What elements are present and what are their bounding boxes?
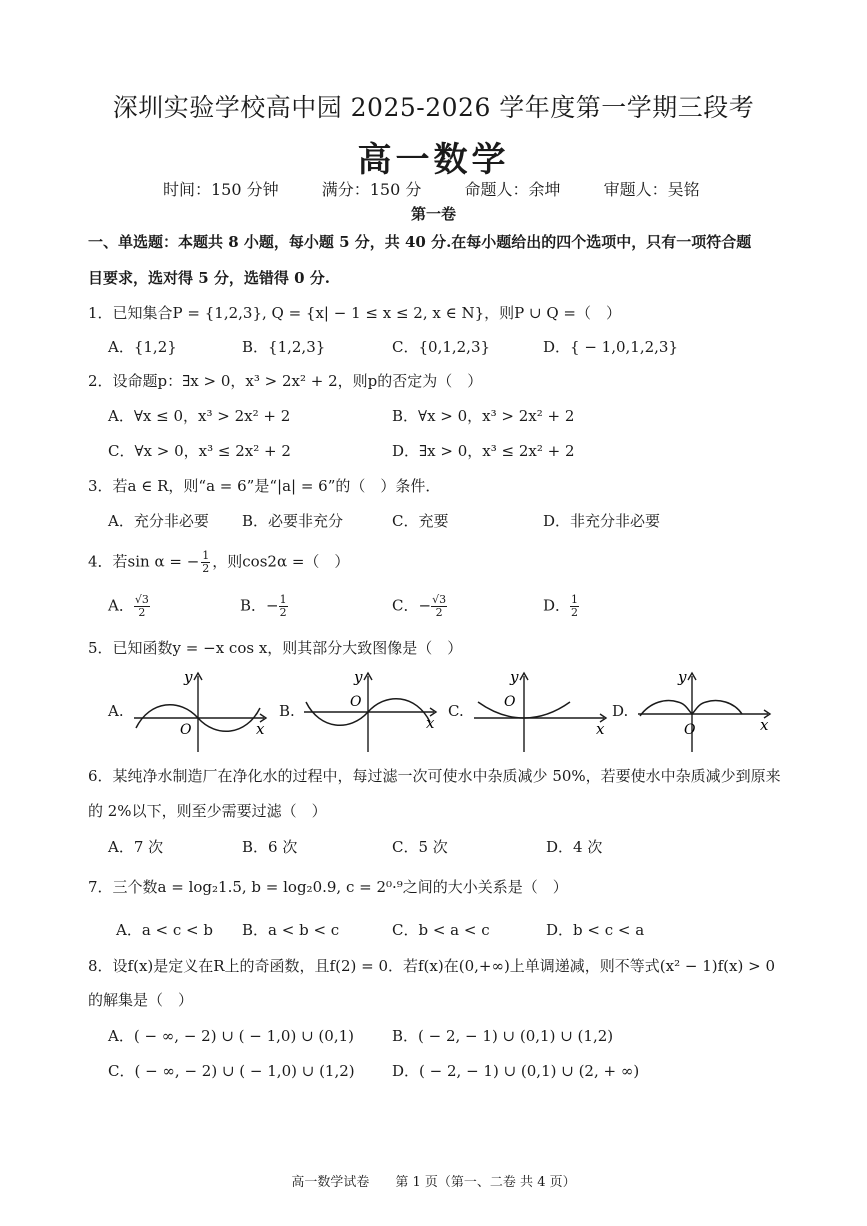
- y-axis-label: y: [184, 668, 193, 686]
- question-7-option-c: C．b < a < c: [392, 921, 490, 939]
- question-1-option-b: B．{1,2,3}: [242, 338, 326, 356]
- y-axis-label: y: [678, 668, 687, 686]
- question-2-option-d: D．∃x > 0，x³ ≤ 2x² + 2: [392, 442, 575, 460]
- fraction-denominator: 2: [571, 606, 579, 619]
- question-8-option-d: D．( − 2, − 1) ∪ (0,1) ∪ (2, + ∞): [392, 1062, 640, 1080]
- x-axis-label: x: [256, 720, 265, 738]
- question-4-stem-prefix: 4．若sin α = −: [88, 552, 200, 571]
- origin-label: O: [684, 722, 696, 738]
- question-2-option-c: C．∀x > 0，x³ ≤ 2x² + 2: [108, 442, 291, 460]
- question-1-option-c: C．{0,1,2,3}: [392, 338, 491, 356]
- graph-c-label: C.: [448, 702, 464, 720]
- question-8-option-a: A．( − ∞, − 2) ∪ ( − 1,0) ∪ (0,1): [108, 1027, 354, 1045]
- question-5-stem: 5．已知函数y = −x cos x，则其部分大致图像是（ ）: [88, 639, 463, 657]
- question-3-stem: 3．若a ∈ R，则“a = 6”是“|a| = 6”的（ ）条件．: [88, 477, 441, 495]
- y-axis-label: y: [510, 668, 519, 686]
- x-axis-label: x: [760, 716, 769, 734]
- question-4-option-c: [392, 594, 447, 619]
- question-8-stem-line1: 8．设f(x)是定义在R上的奇函数，且f(2) = 0．若f(x)在(0,+∞)上单调递减，则不等式(x² − 1)f(x) > 0: [88, 957, 775, 975]
- option-fraction: [431, 594, 447, 619]
- fraction-numerator: √3: [134, 593, 149, 606]
- origin-label: O: [504, 694, 516, 710]
- question-6-option-a: A．7 次: [108, 838, 164, 856]
- question-8-stem-line2: 的解集是（ ）: [88, 991, 194, 1009]
- origin-label: O: [180, 722, 192, 738]
- question-1-stem: 1．已知集合P = {1,2,3}, Q = {x| − 1 ≤ x ≤ 2, x ∈ N}，则P ∪ Q =（ ）: [88, 304, 621, 322]
- option-label: B．: [240, 596, 267, 615]
- origin-label: O: [350, 694, 362, 710]
- exam-reviewer: 审题人：吴铭: [603, 180, 700, 199]
- question-6-option-d: D．4 次: [546, 838, 603, 856]
- x-axis-label: x: [596, 720, 605, 738]
- fraction-numerator: √3: [432, 593, 447, 606]
- exam-author: 命题人：余坤: [464, 180, 561, 199]
- graph-a: [128, 662, 278, 754]
- option-fraction: [279, 594, 288, 619]
- x-axis-label: x: [426, 714, 435, 732]
- option-label: C．: [392, 596, 419, 615]
- option-sign: −: [266, 596, 279, 615]
- question-4-stem: [88, 550, 349, 575]
- question-7-stem: 7．三个数a = log₂1.5, b = log₂0.9, c = 2⁰·⁹之间的大小关系是（ ）: [88, 878, 568, 896]
- question-2-stem: 2．设命题p：∃x > 0，x³ > 2x² + 2，则p的否定为（ ）: [88, 372, 483, 390]
- graph-d: [632, 662, 782, 754]
- question-3-option-c: C．充要: [392, 512, 449, 530]
- question-4-stem-suffix: ，则cos2α =（ ）: [212, 552, 350, 571]
- graph-a-label: A.: [108, 702, 124, 720]
- exam-score: 满分：150 分: [321, 180, 422, 199]
- graph-b: [298, 662, 448, 754]
- question-7-option-b: B．a < b < c: [242, 921, 340, 939]
- exam-time: 时间：150 分钟: [163, 180, 279, 199]
- page-footer: 高一数学试卷 第 1 页（第一、二卷 共 4 页）: [291, 1175, 576, 1190]
- fraction-denominator: 2: [138, 606, 146, 619]
- question-8-option-b: B．( − 2, − 1) ∪ (0,1) ∪ (1,2): [392, 1027, 614, 1045]
- exam-meta: [163, 177, 738, 200]
- school-title: 深圳实验学校高中园 2025-2026 学年度第一学期三段考: [112, 93, 755, 122]
- question-2-option-b: B．∀x > 0，x³ > 2x² + 2: [392, 407, 575, 425]
- section-heading-line2: 目要求，选对得 5 分，选错得 0 分.: [88, 269, 330, 287]
- question-4-option-d: [543, 594, 579, 619]
- fraction-denominator: 2: [202, 562, 210, 575]
- question-2-option-a: A．∀x ≤ 0，x³ > 2x² + 2: [108, 407, 291, 425]
- question-1-option-d: D．{ − 1,0,1,2,3}: [543, 338, 679, 356]
- volume-title: 第一卷: [410, 205, 456, 223]
- question-4-option-b: [240, 594, 288, 619]
- question-4-fraction: [201, 550, 210, 575]
- question-1-option-a: A．{1,2}: [108, 338, 177, 356]
- fraction-denominator: 2: [279, 606, 287, 619]
- question-3-option-a: A．充分非必要: [108, 512, 209, 530]
- question-7-option-d: D．b < c < a: [546, 921, 645, 939]
- option-label: A．: [108, 596, 134, 615]
- question-4-option-a: [108, 594, 150, 619]
- fraction-numerator: 1: [571, 593, 579, 606]
- option-label: D．: [543, 596, 571, 615]
- subject-title: 高一数学: [357, 140, 510, 180]
- question-6-option-b: B．6 次: [242, 838, 298, 856]
- section-heading-line1: 一、单选题：本题共 8 小题，每小题 5 分，共 40 分.在每小题给出的四个选项中，只有一项符合题: [88, 233, 752, 251]
- option-sign: −: [418, 596, 432, 615]
- graph-c: [468, 662, 618, 754]
- question-3-option-d: D．非充分非必要: [543, 512, 661, 530]
- question-6-stem-line2: 的 2%以下，则至少需要过滤（ ）: [88, 802, 327, 820]
- fraction-numerator: 1: [202, 549, 210, 562]
- fraction-numerator: 1: [279, 593, 287, 606]
- question-7-option-a: A．a < c < b: [116, 921, 213, 939]
- option-fraction: [570, 594, 579, 619]
- question-8-option-c: C．( − ∞, − 2) ∪ ( − 1,0) ∪ (1,2): [108, 1062, 355, 1080]
- fraction-denominator: 2: [435, 606, 443, 619]
- question-6-stem-line1: 6．某纯净水制造厂在净化水的过程中，每过滤一次可使水中杂质减少 50%，若要使水中杂质减少到原来: [88, 767, 781, 785]
- question-6-option-c: C．5 次: [392, 838, 448, 856]
- y-axis-label: y: [354, 668, 363, 686]
- graph-d-label: D.: [612, 702, 629, 720]
- option-fraction: [134, 594, 150, 619]
- graph-b-label: B.: [279, 702, 295, 720]
- question-3-option-b: B．必要非充分: [242, 512, 344, 530]
